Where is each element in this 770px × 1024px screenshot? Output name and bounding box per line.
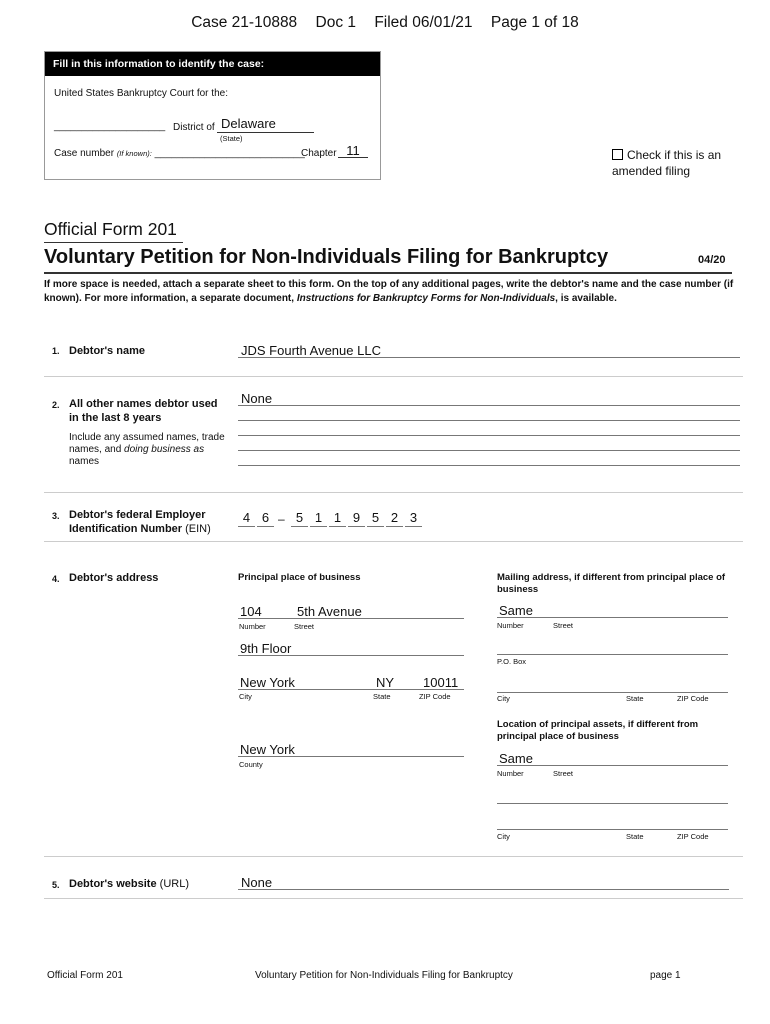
- ein-digit: 5: [367, 510, 384, 527]
- form-instructions: If more space is needed, attach a separate sheet to this form. On the top of any additional pages, write the debtor's name and the case number (if known). For more information, a separate document, Instructions for Bankruptcy Forms for Non-Individuals, is available.: [44, 279, 734, 304]
- principal-street-field[interactable]: [238, 604, 464, 619]
- q3-label: Debtor's federal Employer Identification Number (EIN): [69, 509, 211, 535]
- court-label: United States Bankruptcy Court for the:: [54, 88, 228, 99]
- ein-digit: 1: [310, 510, 327, 527]
- case-number-header: Case 21-10888: [191, 14, 298, 31]
- form-number-rule: [44, 242, 183, 243]
- mailing-pobox-field[interactable]: [497, 640, 728, 655]
- street-label: Street: [553, 621, 574, 630]
- ein-digit: 5: [291, 510, 308, 527]
- q5-number: 5.: [52, 880, 60, 890]
- section-divider: [44, 898, 743, 899]
- mailing-street-field[interactable]: [497, 603, 728, 618]
- number-label: Number: [239, 622, 266, 631]
- filed-date-header: Filed 06/01/21: [374, 14, 473, 31]
- other-names-field-4[interactable]: [238, 436, 740, 451]
- footer-page-number: page 1: [650, 970, 681, 981]
- principal-zip-value: 10011: [423, 675, 459, 690]
- mailing-city-field[interactable]: [497, 678, 728, 693]
- debtor-name-field[interactable]: [238, 343, 740, 358]
- city-label: City: [239, 692, 252, 701]
- mailing-value: Same: [499, 603, 533, 618]
- ein-digit: 2: [386, 510, 403, 527]
- state-label: State: [626, 832, 644, 841]
- website-value: None: [241, 875, 273, 890]
- state-label: State: [373, 692, 391, 701]
- location-city-field[interactable]: [497, 815, 728, 830]
- pobox-label: P.O. Box: [497, 657, 527, 666]
- chapter-value: 11: [346, 143, 360, 158]
- q3-number: 3.: [52, 511, 60, 521]
- ein-digit: 9: [348, 510, 365, 527]
- q4-label: Debtor's address: [69, 572, 159, 584]
- q1-number: 1.: [52, 346, 60, 356]
- form-number: Official Form 201: [44, 219, 177, 239]
- ein-field[interactable]: [238, 510, 438, 530]
- ein-digit: 4: [238, 510, 255, 527]
- principal-line2-field[interactable]: [238, 641, 464, 656]
- q2-label: All other names debtor used in the last 8 years: [69, 398, 218, 424]
- number-label: Number: [497, 769, 524, 778]
- ein-digit: 6: [257, 510, 274, 527]
- principal-street-value: 5th Avenue: [297, 604, 362, 619]
- amended-checkbox[interactable]: [612, 149, 623, 160]
- principal-county-value: New York: [240, 742, 295, 757]
- district-value: Delaware: [221, 116, 276, 131]
- title-rule: [44, 272, 732, 274]
- ein-digit: 1: [329, 510, 346, 527]
- footer-form-number: Official Form 201: [47, 970, 123, 981]
- principal-city-value: New York: [240, 675, 295, 690]
- principal-number-value: 104: [240, 604, 262, 619]
- state-label: State: [626, 694, 644, 703]
- q4-number: 4.: [52, 574, 60, 584]
- case-identification-box: [44, 51, 381, 180]
- ein-digit: 3: [405, 510, 422, 527]
- number-label: Number: [497, 621, 524, 630]
- case-header: [0, 14, 770, 32]
- form-version: 04/20: [698, 254, 726, 266]
- district-field[interactable]: [217, 117, 314, 133]
- doc-number-header: Doc 1: [315, 14, 356, 31]
- other-names-field-3[interactable]: [238, 421, 740, 436]
- section-divider: [44, 492, 743, 493]
- q2-number: 2.: [52, 400, 60, 410]
- principal-state-value: NY: [376, 675, 395, 690]
- county-label: County: [239, 760, 263, 769]
- zip-label: ZIP Code: [419, 692, 451, 701]
- principal-city-field[interactable]: [238, 675, 464, 690]
- zip-label: ZIP Code: [677, 694, 709, 703]
- q2-help: Include any assumed names, trade names, and doing business as names: [69, 432, 225, 467]
- section-divider: [44, 376, 743, 377]
- district-label: District of: [173, 122, 215, 133]
- case-number-label: Case number (If known): ___________________________: [54, 148, 305, 159]
- mailing-heading: Mailing address, if different from principal place of business: [497, 572, 726, 595]
- section-divider: [44, 541, 743, 542]
- other-names-field-1[interactable]: [238, 391, 740, 406]
- location-line2-field[interactable]: [497, 789, 728, 804]
- state-label: (State): [220, 134, 243, 143]
- location-heading: Location of principal assets, if different from principal place of business: [497, 719, 699, 742]
- q5-label: Debtor's website (URL): [69, 878, 189, 890]
- section-divider: [44, 856, 743, 857]
- principal-line2-value: 9th Floor: [240, 641, 292, 656]
- principal-county-field[interactable]: [238, 742, 464, 757]
- location-value: Same: [499, 751, 533, 766]
- case-number-blank[interactable]: ___________________________: [154, 148, 305, 159]
- amended-label: Check if this is an amended filing: [612, 148, 722, 178]
- chapter-field[interactable]: [338, 142, 368, 158]
- principal-heading: Principal place of business: [238, 572, 361, 583]
- debtor-name-value: JDS Fourth Avenue LLC: [241, 343, 381, 358]
- zip-label: ZIP Code: [677, 832, 709, 841]
- district-prefix-blank: ____________________: [54, 121, 166, 132]
- footer-form-title: Voluntary Petition for Non-Individuals Filing for Bankruptcy: [255, 970, 513, 981]
- ein-dash: –: [278, 512, 285, 526]
- location-street-field[interactable]: [497, 751, 728, 766]
- street-label: Street: [294, 622, 315, 631]
- amended-filing-option[interactable]: [612, 147, 742, 179]
- page-count-header: Page 1 of 18: [490, 14, 579, 31]
- street-label: Street: [553, 769, 574, 778]
- chapter-label: Chapter: [301, 148, 337, 159]
- q1-label: Debtor's name: [69, 345, 145, 357]
- website-field[interactable]: [238, 875, 729, 890]
- idbox-title: Fill in this information to identify the case:: [45, 52, 380, 76]
- city-label: City: [497, 832, 510, 841]
- other-names-field-5[interactable]: [238, 451, 740, 466]
- other-names-field-2[interactable]: [238, 406, 740, 421]
- other-names-value: None: [241, 391, 273, 406]
- form-title: Voluntary Petition for Non-Individuals Filing for Bankruptcy: [44, 246, 609, 268]
- city-label: City: [497, 694, 510, 703]
